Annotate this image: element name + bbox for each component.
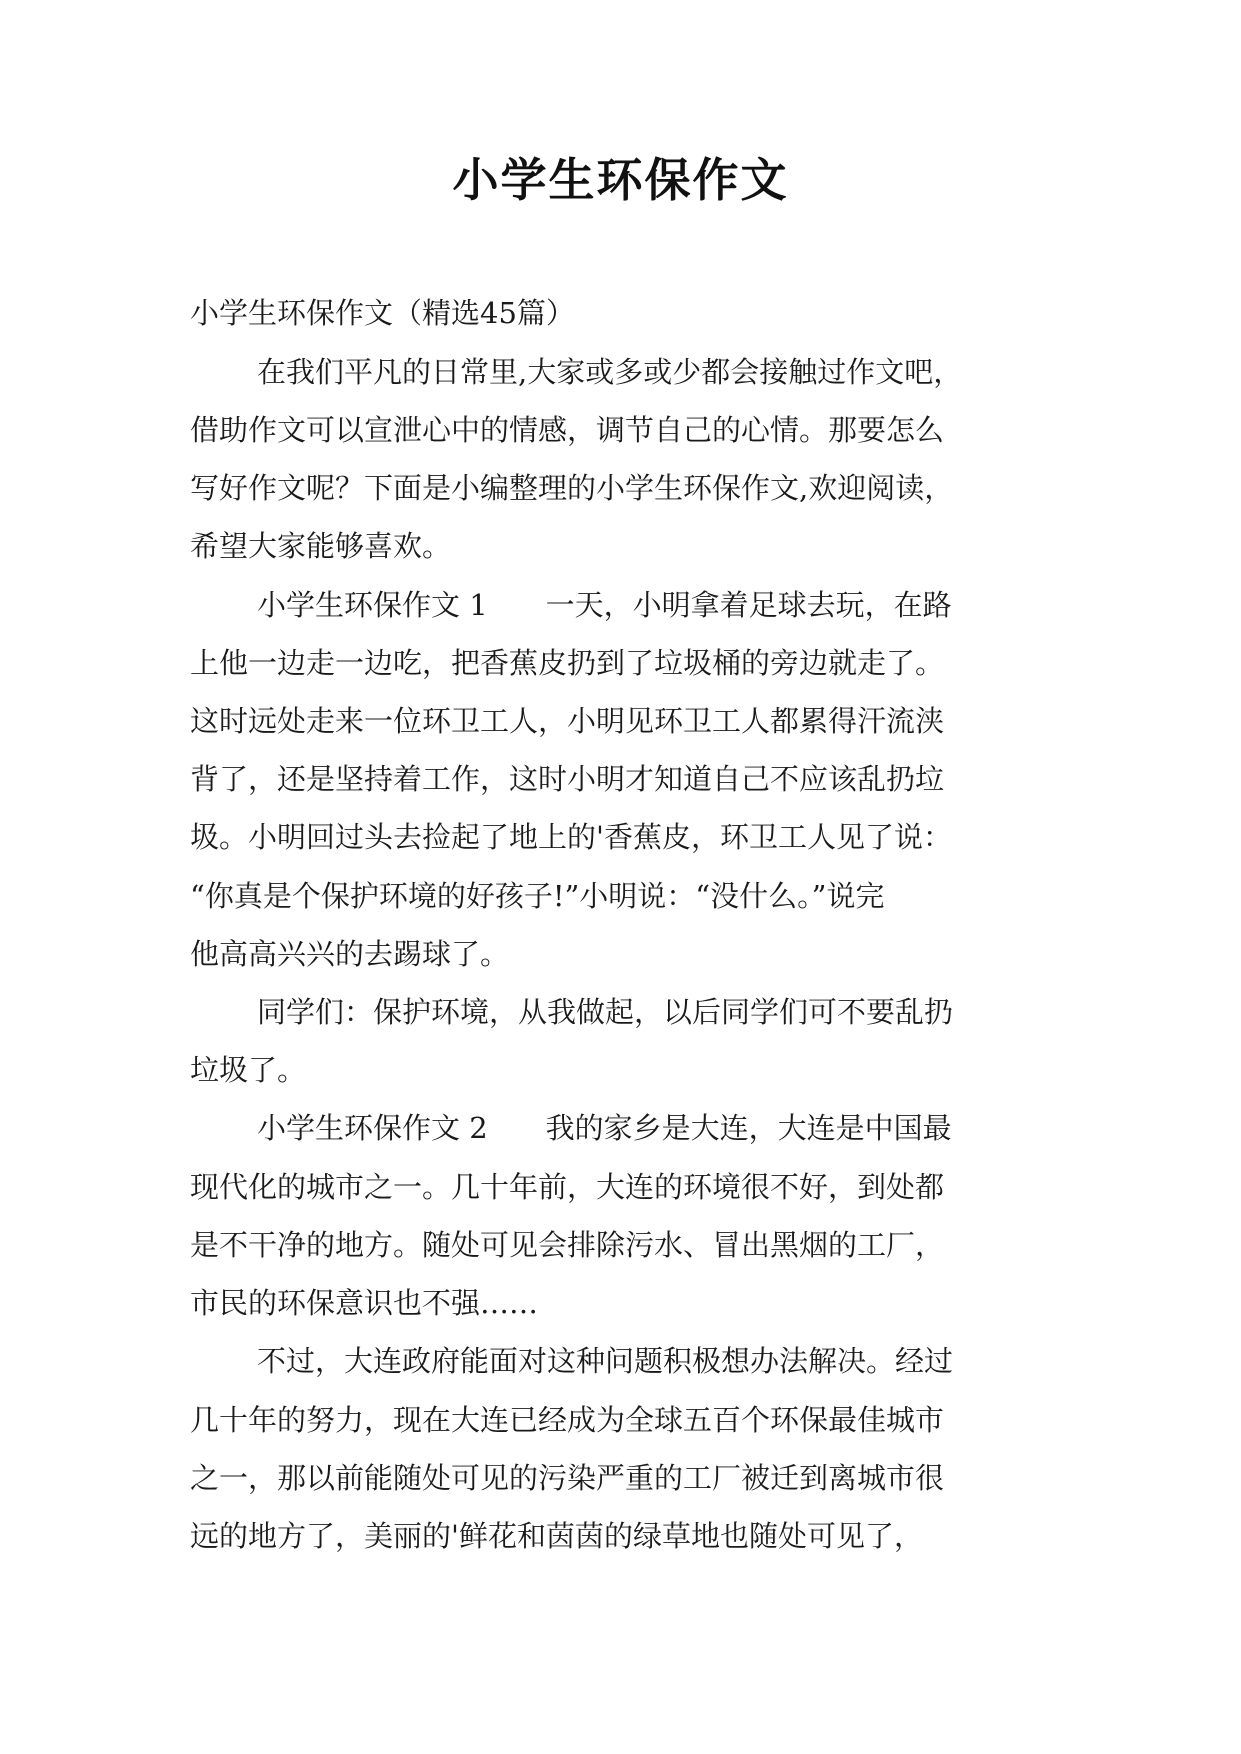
- subtitle-line: 小学生环保作文（精选45篇）: [190, 296, 575, 330]
- text-line: 圾。小明回过头去捡起了地上的'香蕉皮，环卫工人见了说：: [190, 820, 952, 854]
- text-line: 远的地方了，美丽的'鲜花和茵茵的绿草地也随处可见了，: [190, 1519, 923, 1553]
- text-line: 几十年的努力，现在大连已经成为全球五百个环保最佳城市: [190, 1403, 945, 1437]
- text-line: 希望大家能够喜欢。: [190, 529, 452, 563]
- text-line: 市民的环保意识也不强……: [190, 1286, 539, 1320]
- text-line: 垃圾了。: [190, 1053, 307, 1087]
- text-line: 是不干净的地方。随处可见会排除污水、冒出黑烟的工厂，: [190, 1228, 945, 1262]
- text-line: 写好作文呢？下面是小编整理的小学生环保作文,欢迎阅读，: [190, 471, 954, 505]
- text-line: 上他一边走一边吃，把香蕉皮扔到了垃圾桶的旁边就走了。: [190, 646, 945, 680]
- text-line: 在我们平凡的日常里,大家或多或少都会接触过作文吧，: [257, 355, 963, 389]
- text-line: 小学生环保作文 2 我的家乡是大连，大连是中国最: [257, 1111, 952, 1145]
- text-line: 小学生环保作文 1 一天，小明拿着足球去玩，在路: [257, 588, 952, 622]
- text-line: 他高高兴兴的去踢球了。: [190, 937, 510, 971]
- text-line: 这时远处走来一位环卫工人，小明见环卫工人都累得汗流浃: [190, 704, 945, 738]
- text-line: “你真是个保护环境的好孩子!”小明说：“没什么。”说完: [190, 879, 885, 913]
- text-line: 不过，大连政府能面对这种问题积极想办法解决。经过: [257, 1344, 954, 1378]
- text-line: 背了，还是坚持着工作，这时小明才知道自己不应该乱扔垃: [190, 762, 945, 796]
- document-title: 小学生环保作文: [452, 153, 789, 207]
- text-line: 现代化的城市之一。几十年前，大连的环境很不好，到处都: [190, 1170, 945, 1204]
- text-line: 之一，那以前能随处可见的污染严重的工厂被迁到离城市很: [190, 1461, 945, 1495]
- text-line: 同学们：保护环境，从我做起，以后同学们可不要乱扔: [257, 995, 954, 1029]
- text-line: 借助作文可以宣泄心中的情感，调节自己的心情。那要怎么: [190, 413, 945, 447]
